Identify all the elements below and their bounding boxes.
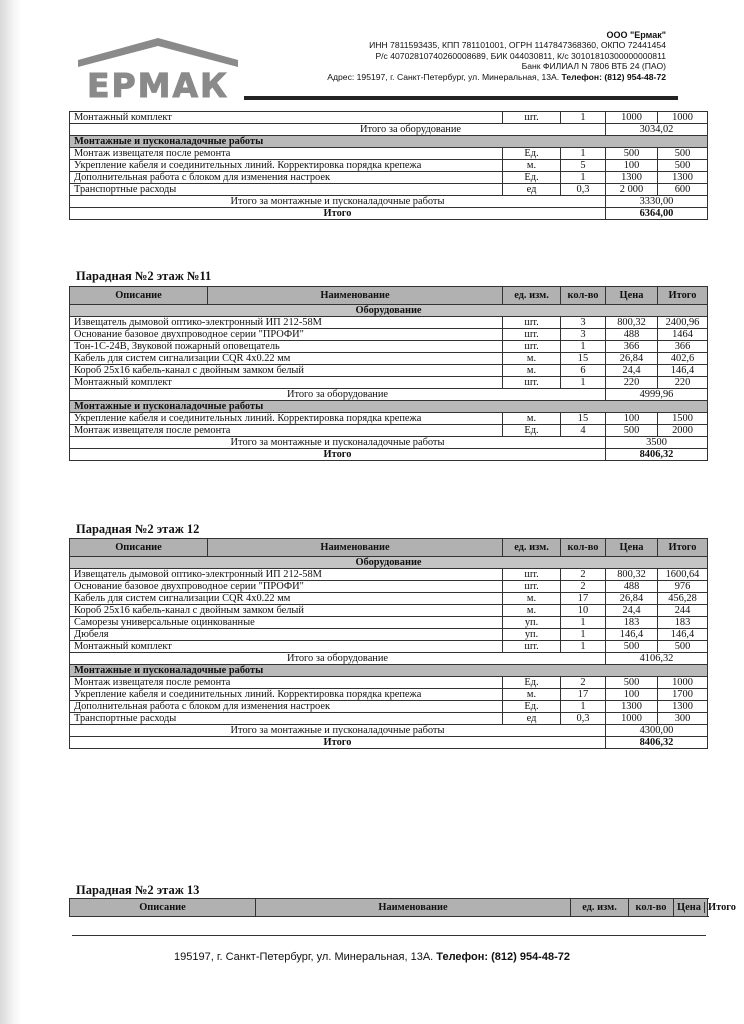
table-row: Монтажный комплект шт. 1 220 220 [70,377,708,389]
table-row: Короб 25х16 кабель-канал с двойным замком белый м. 10 24,4 244 [70,605,708,617]
company-bank: Банк ФИЛИАЛ N 7806 ВТБ 24 (ПАО) [521,61,666,72]
table-row: Укрепление кабеля и соединительных линий. Корректировка порядка крепежа м. 5 100 500 [70,160,708,172]
works-section-header: Монтажные и пусконаладочные работы [70,665,708,677]
table-row: Основание базовое двухпроводное серии "ПРОФИ" шт. 3 488 1464 [70,329,708,341]
table-row: Саморезы универсальные оцинкованные уп. 1 183 183 [70,617,708,629]
table-row: Монтажный комплект шт. 1 500 500 [70,641,708,653]
table-header: Описание Наименование ед. изм. кол-во Цена Итого [70,899,708,917]
equipment-total-row: Итого за оборудование 4999,96 [70,389,708,401]
logo-text: ЕРМАК [86,66,230,105]
header-rule [244,96,678,100]
grand-total-row: Итого 6364,00 [70,208,708,220]
ermak-logo [78,34,238,104]
company-bank-account: Р/с 40702810740260008689, БИК 044030811, К/с 30101810300000000811 [375,50,666,61]
estimate-table-floor-12 [69,538,708,749]
works-section-header: Монтажные и пусконаладочные работы [70,136,708,148]
estimate-table-floor-13 [69,898,736,917]
table-row: Дополнительная работа с блоком для изменения настроек Ед. 1 1300 1300 [70,701,708,713]
table-row: Транспортные расходы ед 0,3 1000 300 [70,713,708,725]
table-row: Укрепление кабеля и соединительных линий. Корректировка порядка крепежа м. 17 100 1700 [70,689,708,701]
table-row: Короб 25х16 кабель-канал с двойным замком белый м. 6 24,4 146,4 [70,365,708,377]
table-row: Тон-1С-24В, Звуковой пожарный оповещатель шт. 1 366 366 [70,341,708,353]
grand-total-row: Итого 8406,32 [70,737,708,749]
table-row: Транспортные расходы ед 0,3 2 000 600 [70,184,708,196]
section-title: Парадная №2 этаж 12 [76,522,200,536]
works-total-row: Итого за монтажные и пусконаладочные работы 4300,00 [70,725,708,737]
company-phone: Телефон: (812) 954-48-72 [561,71,666,82]
table-row: Укрепление кабеля и соединительных линий. Корректировка порядка крепежа м. 15 100 1500 [70,413,708,425]
section-title: Парадная №2 этаж 13 [76,883,200,897]
scan-edge-shadow [0,0,22,1024]
company-registration: ИНН 7811593435, КПП 781101001, ОГРН 1147847368360, ОКПО 72441454 [369,40,666,51]
company-name: ООО "Ермак" [606,30,666,40]
company-address: Адрес: 195197, г. Санкт-Петербург, ул. Минеральная, 13А. Телефон: (812) 954-48-72 [327,71,666,82]
grand-total-row: Итого 8406,32 [70,449,708,461]
footer-phone: Телефон: (812) 954-48-72 [436,951,570,963]
table-row: Кабель для систем сигнализации CQR 4x0.22 мм м. 15 26,84 402,6 [70,353,708,365]
footer-rule [72,935,706,936]
table-row: Монтаж извещателя после ремонта Ед. 1 500 500 [70,148,708,160]
table-row: Монтажный комплект шт. 1 1000 1000 [70,112,708,124]
equipment-total-row: Итого за оборудование 4106,32 [70,653,708,665]
estimate-table-floor-11 [69,286,708,461]
table-row: Основание базовое двухпроводное серии "ПРОФИ" шт. 2 488 976 [70,581,708,593]
table-row: Монтаж извещателя после ремонта Ед. 2 500 1000 [70,677,708,689]
table-row: Дюбеля уп. 1 146,4 146,4 [70,629,708,641]
table-header: Описание Наименование ед. изм. кол-во Цена Итого [70,539,708,557]
footer-address: 195197, г. Санкт-Петербург, ул. Минеральная, 13А. [174,951,437,963]
page-footer [0,951,744,963]
table-row: Монтаж извещателя после ремонта Ед. 4 500 2000 [70,425,708,437]
works-total-row: Итого за монтажные и пусконаладочные работы 3330,00 [70,196,708,208]
table-row: Кабель для систем сигнализации CQR 4x0.22 мм м. 17 26,84 456,28 [70,593,708,605]
works-section-header: Монтажные и пусконаладочные работы [70,401,708,413]
table-row: Дополнительная работа с блоком для изменения настроек Ед. 1 1300 1300 [70,172,708,184]
estimate-table-continued [69,111,708,220]
equipment-total-row: Итого за оборудование 3034,02 [70,124,708,136]
table-row: Извещатель дымовой оптико-электронный ИП 212-58М шт. 2 800,32 1600,64 [70,569,708,581]
equipment-section-header: Оборудование [70,305,708,317]
section-title: Парадная №2 этаж №11 [76,269,212,283]
company-details [327,30,666,82]
equipment-section-header: Оборудование [70,557,708,569]
works-total-row: Итого за монтажные и пусконаладочные работы 3500 [70,437,708,449]
table-row: Извещатель дымовой оптико-электронный ИП 212-58М шт. 3 800,32 2400,96 [70,317,708,329]
table-header: Описание Наименование ед. изм. кол-во Цена Итого [70,287,708,305]
